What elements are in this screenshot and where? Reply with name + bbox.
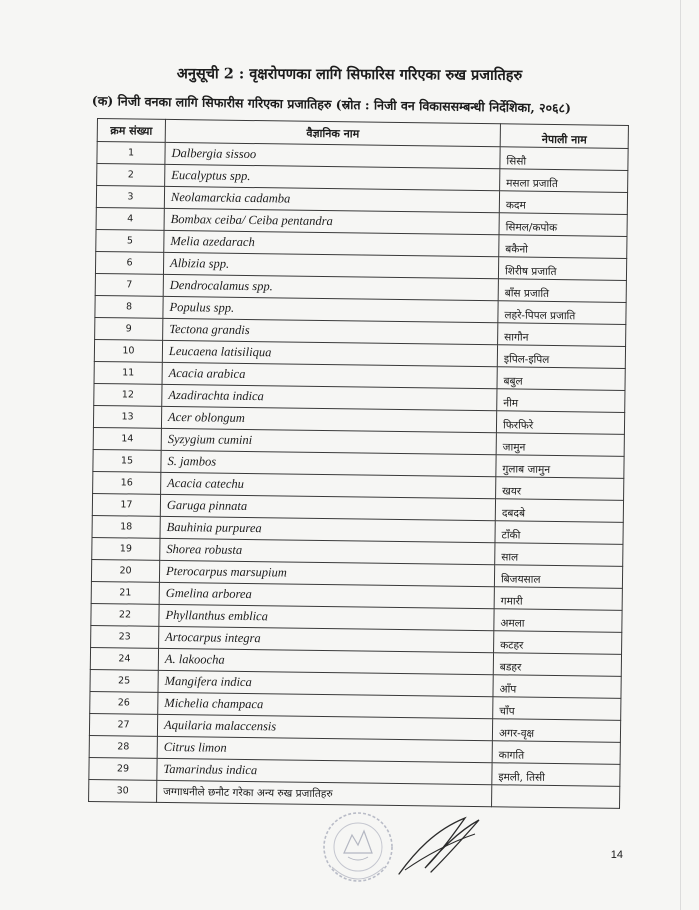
nepali-name-cell: टाँकी	[495, 521, 623, 545]
nepali-name-cell: बबुल	[497, 367, 625, 391]
scientific-name-cell: Populus spp.	[163, 296, 498, 322]
nepali-name-cell: शिरीष प्रजाति	[498, 257, 626, 281]
nepali-name-cell: गमारी	[494, 587, 622, 611]
scientific-name-cell: Leucaena latisiliqua	[162, 340, 497, 366]
nepali-name-cell: चाँप	[493, 697, 621, 721]
serial-number-cell: 13	[93, 405, 161, 428]
scientific-name-cell: Tectona grandis	[163, 318, 498, 344]
serial-number-cell: 16	[93, 471, 161, 494]
scientific-name-cell: Citrus limon	[157, 736, 492, 762]
scientific-name-cell: S. jambos	[161, 450, 496, 476]
handwritten-signature	[395, 812, 485, 882]
scientific-name-cell: Michelia champaca	[158, 692, 493, 718]
scientific-name-cell: Phyllanthus emblica	[159, 604, 494, 630]
nepali-name-cell: आँप	[493, 675, 621, 699]
scientific-name-cell: Melia azedarach	[164, 230, 499, 256]
serial-number-cell: 26	[90, 691, 158, 714]
nepali-name-cell: लहरे-पिपल प्रजाति	[498, 301, 626, 325]
nepali-name-cell: कटहर	[494, 631, 622, 655]
header-scientific-name: वैज्ञानिक नाम	[165, 119, 500, 146]
header-serial-number: क्रम संख्या	[97, 119, 165, 143]
serial-number-cell: 4	[96, 207, 164, 230]
nepali-name-cell: सिसौ	[500, 147, 628, 171]
scientific-name-cell: Tamarindus indica	[157, 758, 492, 784]
scientific-name-cell: Syzygium cumini	[161, 428, 496, 454]
scientific-name-cell: Azadirachta indica	[162, 384, 497, 410]
nepali-name-cell: बडहर	[493, 653, 621, 677]
serial-number-cell: 14	[93, 427, 161, 450]
serial-number-cell: 6	[95, 251, 163, 274]
serial-number-cell: 22	[91, 603, 159, 626]
serial-number-cell: 25	[90, 669, 158, 692]
serial-number-cell: 20	[91, 559, 159, 582]
serial-number-cell: 11	[94, 361, 162, 384]
nepali-name-cell: कदम	[499, 191, 627, 215]
serial-number-cell: 30	[89, 779, 157, 802]
nepali-name-cell: सागौन	[498, 323, 626, 347]
scientific-name-cell: Bauhinia purpurea	[160, 516, 495, 542]
nepali-name-cell: अमला	[494, 609, 622, 633]
header-nepali-name: नेपाली नाम	[500, 124, 628, 149]
table-caption: (क) निजी वनका लागि सिफारीस गरिएका प्रजातिहरु (स्रोत : निजी वन विकाससम्बन्धी निर्देशिका, २०६८)	[91, 92, 572, 116]
serial-number-cell: 2	[97, 164, 165, 187]
scientific-name-cell: A. lakoocha	[158, 648, 493, 674]
nepali-name-cell: गुलाब जामुन	[496, 455, 624, 479]
serial-number-cell: 28	[89, 735, 157, 758]
scientific-name-cell: Pterocarpus marsupium	[159, 560, 494, 586]
nepali-name-cell: खयर	[496, 477, 624, 501]
scientific-name-cell: Bombax ceiba/ Ceiba pentandra	[164, 208, 499, 234]
serial-number-cell: 15	[93, 449, 161, 472]
scientific-name-cell: जग्गाधनीले छनौट गरेका अन्य रुख प्रजातिहरु	[157, 780, 492, 806]
serial-number-cell: 17	[92, 493, 160, 516]
serial-number-cell: 3	[96, 186, 164, 209]
scientific-name-cell: Dalbergia sissoo	[165, 142, 500, 168]
scientific-name-cell: Albizia spp.	[163, 252, 498, 278]
nepali-name-cell: फिरफिरे	[496, 411, 624, 435]
species-table	[88, 118, 629, 809]
serial-number-cell: 10	[94, 339, 162, 362]
scientific-name-cell: Acacia catechu	[161, 472, 496, 498]
serial-number-cell: 21	[91, 581, 159, 604]
scientific-name-cell: Acer oblongum	[161, 406, 496, 432]
nepali-name-cell: इपिल-इपिल	[497, 345, 625, 369]
nepali-name-cell: कागति	[492, 741, 620, 765]
serial-number-cell: 1	[97, 142, 165, 165]
table-body	[89, 142, 629, 809]
scientific-name-cell: Eucalyptus spp.	[165, 164, 500, 190]
serial-number-cell: 29	[89, 757, 157, 780]
nepali-name-cell: बकैनो	[499, 235, 627, 259]
serial-number-cell: 19	[92, 537, 160, 560]
scientific-name-cell: Mangifera indica	[158, 670, 493, 696]
nepali-name-cell	[492, 785, 620, 809]
serial-number-cell: 9	[95, 317, 163, 340]
scientific-name-cell: Neolamarckia cadamba	[164, 186, 499, 212]
nepali-name-cell: सिमल/कपोक	[499, 213, 627, 237]
nepali-name-cell: साल	[495, 543, 623, 567]
nepali-name-cell: जामुन	[496, 433, 624, 457]
nepali-name-cell: बिजयसाल	[494, 565, 622, 589]
scientific-name-cell: Garuga pinnata	[160, 494, 495, 520]
nepali-name-cell: दबदबे	[495, 499, 623, 523]
serial-number-cell: 12	[94, 383, 162, 406]
serial-number-cell: 27	[89, 713, 157, 736]
scientific-name-cell: Dendrocalamus spp.	[163, 274, 498, 300]
scientific-name-cell: Artocarpus integra	[159, 626, 494, 652]
serial-number-cell: 18	[92, 515, 160, 538]
serial-number-cell: 23	[91, 625, 159, 648]
document-title: अनुसूची 2 : वृक्षरोपणका लागि सिफारिस गरिएका रुख प्रजातिहरु	[176, 65, 523, 84]
page-number: 14	[610, 849, 623, 861]
serial-number-cell: 7	[95, 273, 163, 296]
nepali-name-cell: बाँस प्रजाति	[498, 279, 626, 303]
nepali-name-cell: मसला प्रजाति	[500, 169, 628, 193]
scientific-name-cell: Gmelina arborea	[159, 582, 494, 608]
serial-number-cell: 24	[90, 647, 158, 670]
nepali-name-cell: अगर-वृक्ष	[492, 719, 620, 743]
scientific-name-cell: Acacia arabica	[162, 362, 497, 388]
scientific-name-cell: Shorea robusta	[160, 538, 495, 564]
official-seal-stamp	[318, 805, 398, 895]
page-edge	[680, 0, 681, 910]
species-table-container	[88, 118, 628, 825]
nepali-name-cell: इमली, तिसी	[492, 763, 620, 787]
serial-number-cell: 5	[96, 229, 164, 252]
nepali-name-cell: नीम	[497, 389, 625, 413]
scientific-name-cell: Aquilaria malaccensis	[157, 714, 492, 740]
serial-number-cell: 8	[95, 295, 163, 318]
